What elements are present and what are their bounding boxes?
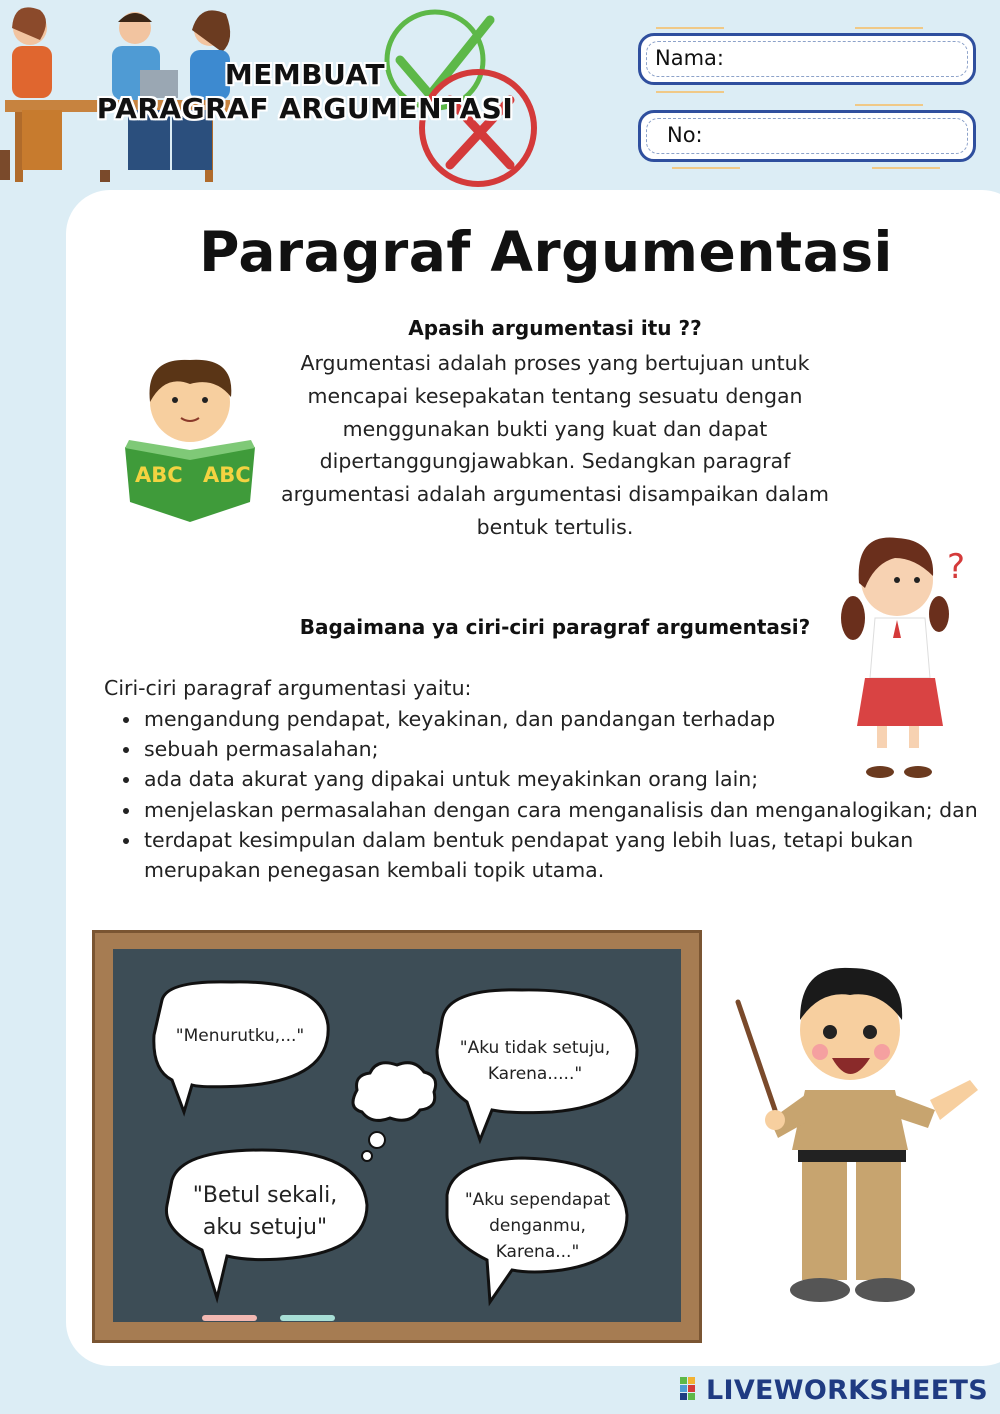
question-what-is-argumentation: Apasih argumentasi itu ?? [408,316,702,340]
decor-line [656,91,724,93]
book-label-right: ABC [203,463,251,487]
list-item: • mengandung pendapat, keyakinan, dan pandangan terhadap [142,704,1000,734]
bubble-text-betul-sekali: "Betul sekali, aku setuju" [192,1183,338,1240]
intro-line: bentuk tertulis. [476,514,634,539]
number-label: No: [667,123,703,147]
intro-line: argumentasi adalah argumentasi disampaikan dalam [281,482,829,507]
decor-line [672,167,740,169]
name-field[interactable] [638,33,976,85]
worksheet-title-line1: MEMBUAT [224,58,386,91]
list-item: • sebuah permasalahan; [142,734,1000,764]
list-item: • ada data akurat yang dipakai untuk meyakinkan orang lain; [142,764,1000,794]
liveworksheets-logo-icon [680,1377,704,1401]
decor-line [855,27,923,29]
name-label: Nama: [655,46,724,70]
list-intro: Ciri-ciri paragraf argumentasi yaitu: [104,676,472,700]
boy-reading-book-illustration [115,352,275,522]
bubble-text-tidak-setuju: "Aku tidak setuju, Karena....." [459,1038,611,1084]
intro-line: Argumentasi adalah proses yang bertujuan untuk [300,351,810,375]
decor-line [656,27,724,29]
teacher-with-pointer-illustration [730,960,985,1310]
decor-line [872,167,940,169]
list-item: • terdapat kesimpulan dalam bentuk pendapat yang lebih luas, tetapi bukan merupakan penegasan kembali topik utama. [142,825,1000,885]
worksheet-title-line2: PARAGRAF ARGUMENTASI [96,92,514,125]
intro-line: mencapai kesepakatan tentang sesuatu dengan [307,383,803,408]
bubble-text-sependapat: "Aku sependapat denganmu, Karena..." [464,1190,611,1262]
characteristics-list [108,704,1000,885]
book-label-left: ABC [135,463,183,487]
speech-bubbles [92,930,702,1343]
footer-brand [680,1375,988,1406]
question-characteristics: Bagaimana ya ciri-ciri paragraf argumentasi? [299,615,811,639]
bubble-text-menurutku: "Menurutku,..." [175,1026,305,1046]
question-mark-icon: ? [947,547,966,587]
page-title: Paragraf Argumentasi [199,220,893,284]
number-field[interactable] [638,110,976,162]
intro-line: menggunakan bukti yang kuat dan dapat [342,416,768,441]
worksheet-title [70,58,540,126]
brand-name: LIVEWORKSHEETS [705,1375,988,1406]
intro-line: dipertanggungjawabkan. Sedangkan paragraf [319,449,791,474]
decor-line [855,104,923,106]
intro-paragraph [255,347,855,544]
list-item: • menjelaskan permasalahan dengan cara menganalisis dan menganalogikan; dan [142,795,1000,825]
